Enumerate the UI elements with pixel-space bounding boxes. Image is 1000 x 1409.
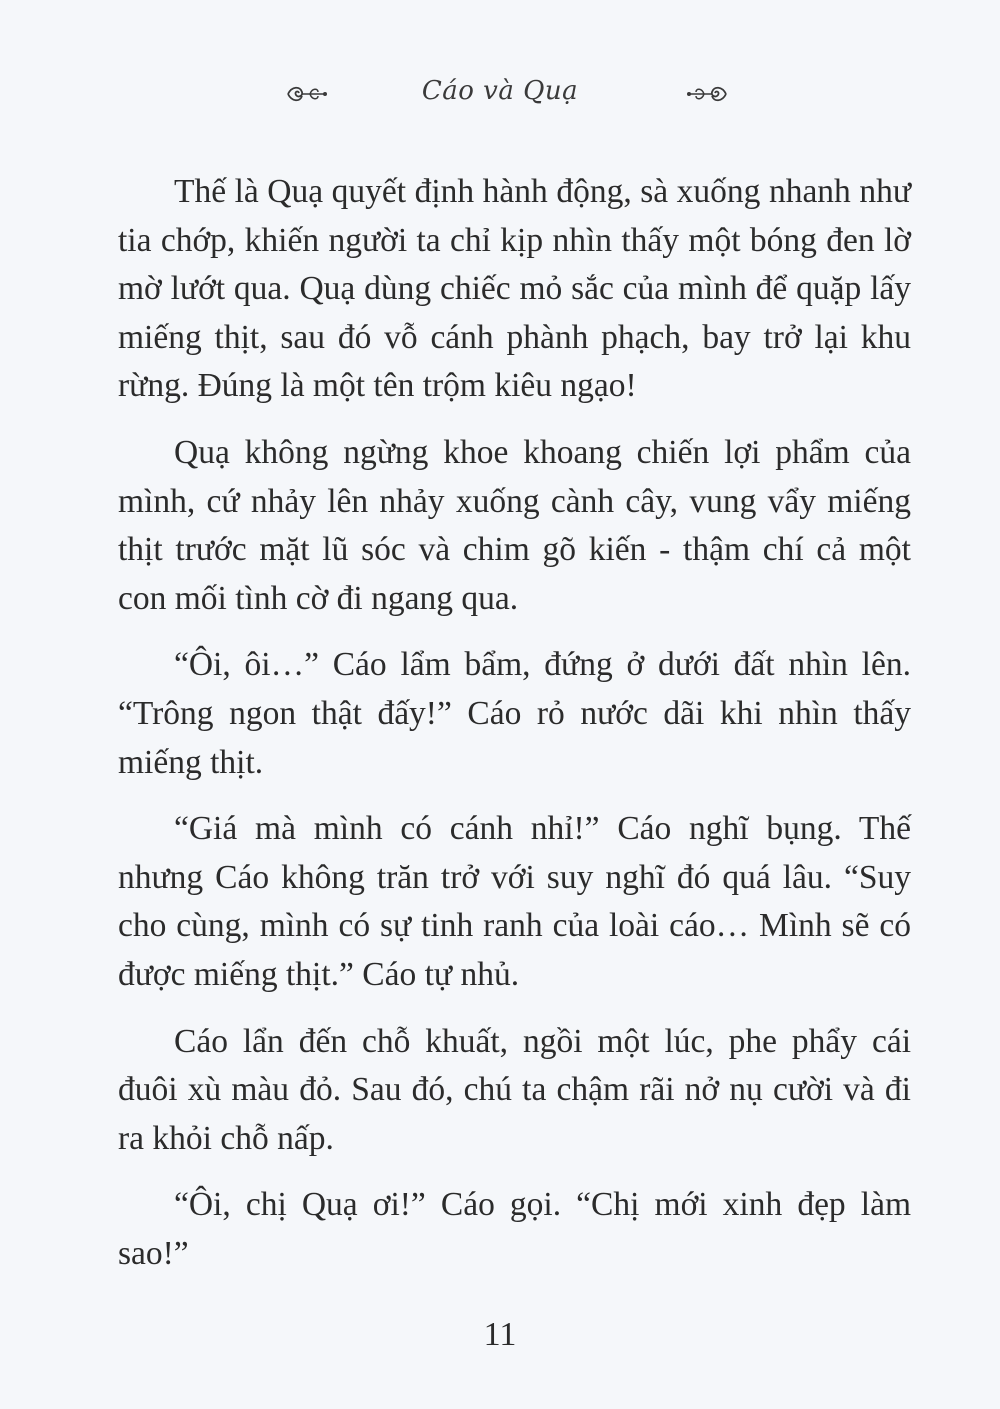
flourish-ornament-icon [686, 80, 730, 108]
paragraph-1: Thế là Quạ quyết định hành động, sà xuống nhanh như tia chớp, khiến người ta chỉ kịp nhìn thấy một bóng đen lờ mờ lướt qua. Quạ dùng chiếc mỏ sắc của mình để quặp lấy miếng thịt, sau đó vỗ cánh phành phạch, bay trở lại khu rừng. Đúng là một tên trộm kiêu ngạo! [118, 173, 911, 405]
paragraph-5: Cáo lẩn đến chỗ khuất, ngồi một lúc, phe phẩy cái đuôi xù màu đỏ. Sau đó, chú ta chậm rãi nở nụ cười và đi ra khỏi chỗ nấp. [118, 1022, 911, 1157]
paragraph-2: Quạ không ngừng khoe khoang chiến lợi phẩm của mình, cứ nhảy lên nhảy xuống cành cây, vung vẩy miếng thịt trước mặt lũ sóc và chim gõ kiến - thậm chí cả một con mối tình cờ đi ngang qua. [118, 433, 911, 617]
paragraph-4: “Giá mà mình có cánh nhỉ!” Cáo nghĩ bụng. Thế nhưng Cáo không trăn trở với suy nghĩ đó quá lâu. “Suy cho cùng, mình có sự tinh ranh của loài cáo… Mình sẽ có được miếng thịt.” Cáo tự nhủ. [118, 810, 911, 993]
page-number: 11 [483, 1316, 517, 1353]
paragraph-6: “Ôi, chị Quạ ơi!” Cáo gọi. “Chị mới xinh đẹp làm sao!” [118, 1186, 911, 1272]
running-header [0, 72, 1000, 118]
header-title: Cáo và Quạ [421, 76, 579, 106]
paragraph-3: “Ôi, ôi…” Cáo lẩm bẩm, đứng ở dưới đất nhìn lên. “Trông ngon thật đấy!” Cáo rỏ nước dãi khi nhìn thấy miếng thịt. [118, 646, 911, 781]
story-text [118, 168, 911, 1296]
